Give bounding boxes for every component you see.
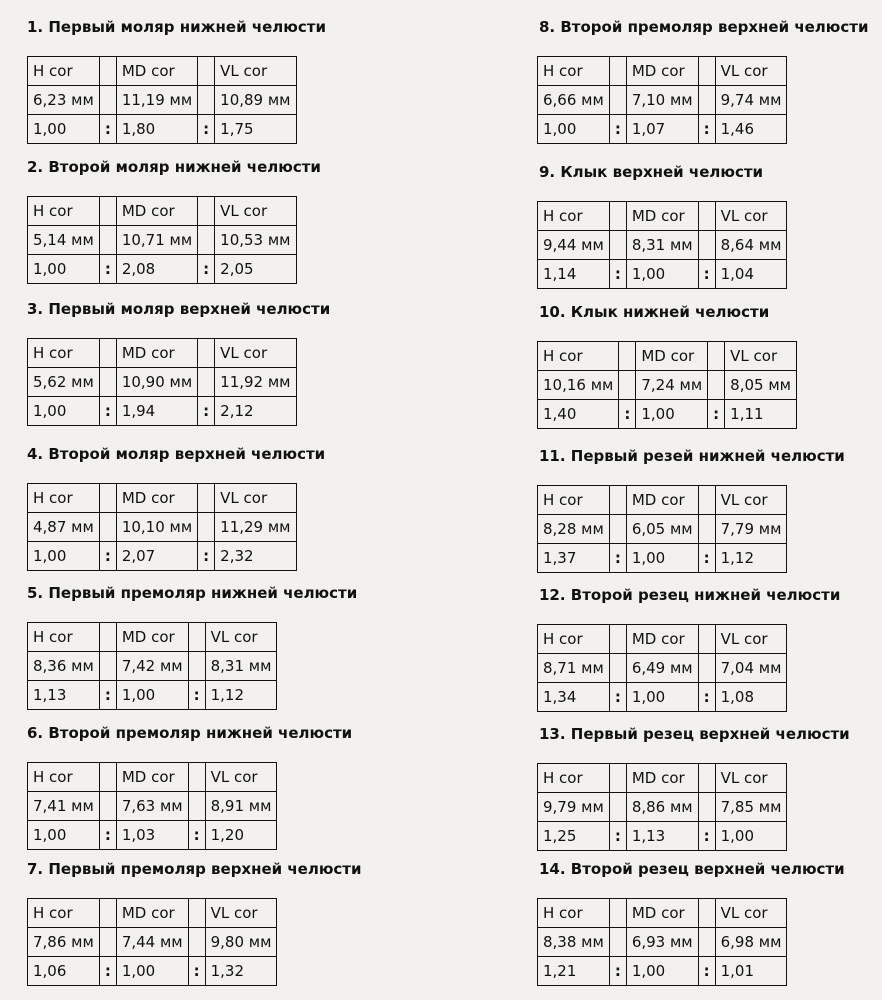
separator-cell	[198, 197, 215, 226]
separator-cell: :	[99, 255, 116, 284]
value-cell: 11,29 мм	[215, 513, 296, 542]
separator-cell	[708, 342, 725, 371]
ratio-cell: 1,04	[715, 260, 787, 289]
separator-cell	[99, 513, 116, 542]
table-row	[538, 515, 787, 544]
value-cell: 5,62 мм	[28, 368, 100, 397]
separator-cell	[609, 899, 626, 928]
table-row	[28, 255, 297, 284]
separator-cell	[619, 371, 636, 400]
separator-cell	[609, 57, 626, 86]
header-cell: H cor	[538, 899, 610, 928]
measurement-table	[537, 763, 787, 851]
header-cell: VL cor	[205, 899, 277, 928]
ratio-cell: 2,07	[116, 542, 197, 571]
header-cell: H cor	[538, 625, 610, 654]
value-cell: 7,04 мм	[715, 654, 787, 683]
separator-cell: :	[198, 255, 215, 284]
separator-cell: :	[698, 260, 715, 289]
value-cell: 8,31 мм	[626, 231, 698, 260]
header-cell: H cor	[28, 763, 100, 792]
separator-cell	[99, 928, 116, 957]
ratio-cell: 1,13	[28, 681, 100, 710]
table-row	[28, 821, 277, 850]
ratio-cell: 1,21	[538, 957, 610, 986]
value-cell: 7,41 мм	[28, 792, 100, 821]
header-cell: H cor	[538, 342, 619, 371]
value-cell: 8,28 мм	[538, 515, 610, 544]
separator-cell	[698, 764, 715, 793]
header-cell: H cor	[538, 764, 610, 793]
ratio-cell: 1,37	[538, 544, 610, 573]
value-cell: 7,10 мм	[626, 86, 698, 115]
separator-cell	[609, 202, 626, 231]
table-row	[538, 57, 787, 86]
ratio-cell: 1,14	[538, 260, 610, 289]
table-row	[28, 115, 297, 144]
separator-cell: :	[99, 821, 116, 850]
table-row	[28, 226, 297, 255]
separator-cell	[609, 625, 626, 654]
section-title: 5. Первый премоляр нижней челюсти	[27, 584, 358, 602]
header-cell: MD cor	[116, 899, 188, 928]
separator-cell	[188, 652, 205, 681]
table-row	[28, 368, 297, 397]
separator-cell	[698, 899, 715, 928]
separator-cell	[609, 515, 626, 544]
separator-cell: :	[698, 115, 715, 144]
ratio-cell: 1,00	[116, 957, 188, 986]
value-cell: 8,71 мм	[538, 654, 610, 683]
header-cell: VL cor	[215, 197, 296, 226]
measurement-table	[537, 624, 787, 712]
header-cell: H cor	[28, 197, 100, 226]
separator-cell	[698, 515, 715, 544]
header-cell: MD cor	[116, 484, 197, 513]
header-cell: MD cor	[636, 342, 708, 371]
ratio-cell: 1,12	[205, 681, 277, 710]
table-row	[538, 928, 787, 957]
ratio-cell: 1,20	[205, 821, 277, 850]
separator-cell: :	[708, 400, 725, 429]
table-row	[538, 683, 787, 712]
separator-cell	[198, 339, 215, 368]
value-cell: 8,91 мм	[205, 792, 277, 821]
table-row	[28, 542, 297, 571]
separator-cell	[198, 57, 215, 86]
section-title: 12. Второй резец нижней челюсти	[539, 586, 841, 604]
ratio-cell: 1,00	[28, 397, 100, 426]
separator-cell	[609, 793, 626, 822]
value-cell: 6,93 мм	[626, 928, 698, 957]
separator-cell	[99, 57, 116, 86]
separator-cell: :	[609, 957, 626, 986]
separator-cell	[198, 484, 215, 513]
separator-cell	[188, 623, 205, 652]
separator-cell	[188, 899, 205, 928]
measurement-table	[27, 898, 277, 986]
measurement-table	[537, 201, 787, 289]
table-row	[538, 625, 787, 654]
separator-cell	[198, 86, 215, 115]
table-row	[28, 928, 277, 957]
value-cell: 10,16 мм	[538, 371, 619, 400]
ratio-cell: 1,32	[205, 957, 277, 986]
separator-cell	[698, 625, 715, 654]
table-row	[538, 544, 787, 573]
header-cell: H cor	[538, 202, 610, 231]
ratio-cell: 2,08	[116, 255, 197, 284]
header-cell: VL cor	[215, 484, 296, 513]
section-title: 7. Первый премоляр верхней челюсти	[27, 860, 362, 878]
header-cell: MD cor	[116, 623, 188, 652]
separator-cell: :	[698, 822, 715, 851]
separator-cell	[698, 486, 715, 515]
ratio-cell: 1,25	[538, 822, 610, 851]
table-row	[28, 957, 277, 986]
section-title: 4. Второй моляр верхней челюсти	[27, 445, 326, 463]
table-row	[538, 957, 787, 986]
ratio-cell: 1,06	[28, 957, 100, 986]
separator-cell	[708, 371, 725, 400]
value-cell: 7,85 мм	[715, 793, 787, 822]
separator-cell: :	[188, 821, 205, 850]
table-row	[28, 681, 277, 710]
table-row	[538, 486, 787, 515]
value-cell: 4,87 мм	[28, 513, 100, 542]
separator-cell	[698, 57, 715, 86]
ratio-cell: 1,00	[28, 115, 100, 144]
section-title: 9. Клык верхней челюсти	[539, 163, 764, 181]
measurement-table	[537, 56, 787, 144]
separator-cell: :	[99, 115, 116, 144]
value-cell: 8,05 мм	[725, 371, 797, 400]
header-cell: MD cor	[626, 57, 698, 86]
value-cell: 10,90 мм	[116, 368, 197, 397]
table-row	[28, 513, 297, 542]
section-title: 10. Клык нижней челюсти	[539, 303, 770, 321]
separator-cell	[99, 226, 116, 255]
separator-cell	[99, 368, 116, 397]
header-cell: VL cor	[715, 764, 787, 793]
header-cell: VL cor	[715, 899, 787, 928]
ratio-cell: 2,12	[215, 397, 296, 426]
header-cell: MD cor	[626, 486, 698, 515]
value-cell: 8,64 мм	[715, 231, 787, 260]
separator-cell	[99, 899, 116, 928]
separator-cell	[99, 623, 116, 652]
section-title: 3. Первый моляр верхней челюсти	[27, 300, 331, 318]
separator-cell	[198, 513, 215, 542]
separator-cell	[99, 484, 116, 513]
separator-cell	[609, 654, 626, 683]
table-row	[28, 397, 297, 426]
measurement-table	[27, 622, 277, 710]
separator-cell: :	[198, 542, 215, 571]
separator-cell: :	[609, 822, 626, 851]
ratio-cell: 1,00	[28, 542, 100, 571]
header-cell: VL cor	[205, 763, 277, 792]
separator-cell	[188, 928, 205, 957]
value-cell: 10,71 мм	[116, 226, 197, 255]
header-cell: VL cor	[725, 342, 797, 371]
header-cell: VL cor	[215, 339, 296, 368]
header-cell: MD cor	[626, 899, 698, 928]
separator-cell: :	[198, 115, 215, 144]
separator-cell: :	[698, 683, 715, 712]
measurement-table	[27, 56, 297, 144]
value-cell: 6,49 мм	[626, 654, 698, 683]
separator-cell: :	[188, 957, 205, 986]
separator-cell	[99, 652, 116, 681]
value-cell: 8,31 мм	[205, 652, 277, 681]
section-title: 1. Первый моляр нижней челюсти	[27, 18, 326, 36]
header-cell: H cor	[28, 899, 100, 928]
value-cell: 10,89 мм	[215, 86, 296, 115]
ratio-cell: 1,01	[715, 957, 787, 986]
measurement-table	[27, 483, 297, 571]
ratio-cell: 1,07	[626, 115, 698, 144]
ratio-cell: 2,05	[215, 255, 296, 284]
header-cell: VL cor	[715, 486, 787, 515]
table-row	[28, 57, 297, 86]
table-row	[538, 793, 787, 822]
table-row	[538, 822, 787, 851]
ratio-cell: 1,00	[636, 400, 708, 429]
ratio-cell: 1,34	[538, 683, 610, 712]
separator-cell	[619, 342, 636, 371]
value-cell: 6,05 мм	[626, 515, 698, 544]
table-row	[28, 197, 297, 226]
separator-cell: :	[198, 397, 215, 426]
header-cell: VL cor	[715, 57, 787, 86]
value-cell: 5,14 мм	[28, 226, 100, 255]
separator-cell	[698, 86, 715, 115]
separator-cell: :	[99, 957, 116, 986]
table-row	[28, 484, 297, 513]
ratio-cell: 1,12	[715, 544, 787, 573]
header-cell: VL cor	[715, 202, 787, 231]
table-row	[28, 792, 277, 821]
separator-cell	[99, 197, 116, 226]
ratio-cell: 1,00	[626, 683, 698, 712]
table-row	[538, 115, 787, 144]
separator-cell: :	[188, 681, 205, 710]
ratio-cell: 1,00	[538, 115, 610, 144]
header-cell: MD cor	[626, 202, 698, 231]
separator-cell	[698, 231, 715, 260]
ratio-cell: 1,08	[715, 683, 787, 712]
section-title: 2. Второй моляр нижней челюсти	[27, 158, 321, 176]
header-cell: H cor	[538, 486, 610, 515]
value-cell: 6,23 мм	[28, 86, 100, 115]
value-cell: 7,63 мм	[116, 792, 188, 821]
header-cell: H cor	[28, 484, 100, 513]
ratio-cell: 1,00	[626, 260, 698, 289]
separator-cell	[698, 928, 715, 957]
table-row	[538, 342, 797, 371]
separator-cell	[188, 763, 205, 792]
separator-cell: :	[99, 397, 116, 426]
table-row	[538, 202, 787, 231]
section-title: 8. Второй премоляр верхней челюсти	[539, 18, 869, 36]
table-row	[28, 652, 277, 681]
table-row	[28, 339, 297, 368]
separator-cell	[99, 792, 116, 821]
table-row	[538, 400, 797, 429]
ratio-cell: 1,75	[215, 115, 296, 144]
table-row	[538, 764, 787, 793]
ratio-cell: 1,00	[116, 681, 188, 710]
separator-cell: :	[609, 544, 626, 573]
value-cell: 10,10 мм	[116, 513, 197, 542]
separator-cell	[99, 763, 116, 792]
header-cell: MD cor	[626, 764, 698, 793]
separator-cell	[99, 339, 116, 368]
header-cell: H cor	[28, 623, 100, 652]
separator-cell	[698, 793, 715, 822]
header-cell: H cor	[538, 57, 610, 86]
header-cell: MD cor	[116, 339, 197, 368]
header-cell: VL cor	[205, 623, 277, 652]
value-cell: 11,19 мм	[116, 86, 197, 115]
separator-cell: :	[99, 681, 116, 710]
separator-cell	[99, 86, 116, 115]
value-cell: 9,80 мм	[205, 928, 277, 957]
separator-cell	[609, 928, 626, 957]
value-cell: 7,79 мм	[715, 515, 787, 544]
separator-cell	[698, 202, 715, 231]
ratio-cell: 1,00	[28, 255, 100, 284]
header-cell: MD cor	[116, 763, 188, 792]
section-title: 13. Первый резец верхней челюсти	[539, 725, 850, 743]
value-cell: 8,36 мм	[28, 652, 100, 681]
ratio-cell: 1,46	[715, 115, 787, 144]
ratio-cell: 1,80	[116, 115, 197, 144]
ratio-cell: 1,00	[626, 544, 698, 573]
table-row	[538, 260, 787, 289]
header-cell: H cor	[28, 57, 100, 86]
ratio-cell: 1,03	[116, 821, 188, 850]
ratio-cell: 1,40	[538, 400, 619, 429]
value-cell: 9,44 мм	[538, 231, 610, 260]
header-cell: MD cor	[116, 197, 197, 226]
measurement-table	[27, 762, 277, 850]
section-title: 6. Второй премоляр нижней челюсти	[27, 724, 353, 742]
header-cell: VL cor	[215, 57, 296, 86]
table-row	[538, 654, 787, 683]
value-cell: 11,92 мм	[215, 368, 296, 397]
header-cell: VL cor	[715, 625, 787, 654]
value-cell: 6,98 мм	[715, 928, 787, 957]
section-title: 11. Первый резей нижней челюсти	[539, 447, 845, 465]
separator-cell	[609, 764, 626, 793]
separator-cell: :	[99, 542, 116, 571]
ratio-cell: 2,32	[215, 542, 296, 571]
table-row	[538, 371, 797, 400]
table-row	[538, 899, 787, 928]
ratio-cell: 1,00	[626, 957, 698, 986]
value-cell: 7,44 мм	[116, 928, 188, 957]
value-cell: 10,53 мм	[215, 226, 296, 255]
table-row	[538, 86, 787, 115]
table-row	[28, 86, 297, 115]
header-cell: MD cor	[626, 625, 698, 654]
ratio-cell: 1,94	[116, 397, 197, 426]
measurement-table	[537, 485, 787, 573]
ratio-cell: 1,11	[725, 400, 797, 429]
separator-cell	[609, 231, 626, 260]
value-cell: 7,86 мм	[28, 928, 100, 957]
ratio-cell: 1,00	[28, 821, 100, 850]
value-cell: 9,79 мм	[538, 793, 610, 822]
section-title: 14. Второй резец верхней челюсти	[539, 860, 845, 878]
ratio-cell: 1,00	[715, 822, 787, 851]
table-row	[538, 231, 787, 260]
header-cell: H cor	[28, 339, 100, 368]
value-cell: 7,24 мм	[636, 371, 708, 400]
table-row	[28, 763, 277, 792]
separator-cell	[188, 792, 205, 821]
separator-cell: :	[609, 115, 626, 144]
table-row	[28, 899, 277, 928]
separator-cell: :	[609, 683, 626, 712]
measurement-table	[537, 898, 787, 986]
measurement-table	[27, 338, 297, 426]
separator-cell: :	[698, 957, 715, 986]
separator-cell	[609, 86, 626, 115]
header-cell: MD cor	[116, 57, 197, 86]
separator-cell: :	[698, 544, 715, 573]
value-cell: 8,38 мм	[538, 928, 610, 957]
value-cell: 8,86 мм	[626, 793, 698, 822]
value-cell: 7,42 мм	[116, 652, 188, 681]
separator-cell	[198, 368, 215, 397]
measurement-table	[27, 196, 297, 284]
separator-cell	[198, 226, 215, 255]
separator-cell	[609, 486, 626, 515]
separator-cell: :	[609, 260, 626, 289]
measurement-table	[537, 341, 797, 429]
separator-cell	[698, 654, 715, 683]
value-cell: 9,74 мм	[715, 86, 787, 115]
ratio-cell: 1,13	[626, 822, 698, 851]
table-row	[28, 623, 277, 652]
separator-cell: :	[619, 400, 636, 429]
value-cell: 6,66 мм	[538, 86, 610, 115]
